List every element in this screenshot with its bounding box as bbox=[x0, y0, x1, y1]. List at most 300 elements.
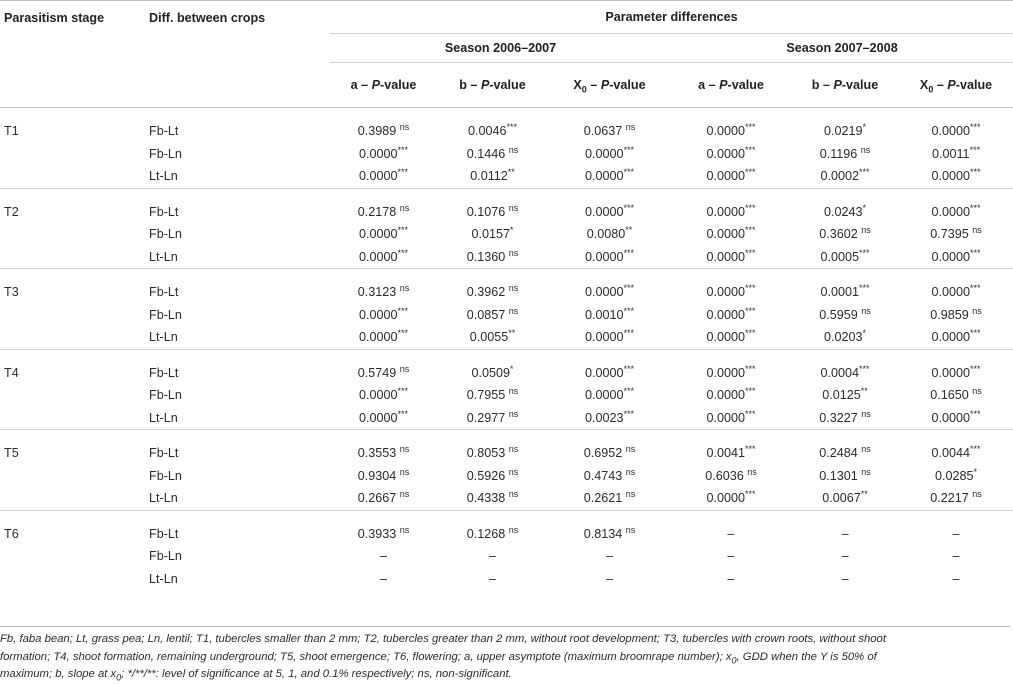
table-row bbox=[0, 165, 1013, 188]
significance-mark: *** bbox=[397, 408, 409, 419]
pvalue-cell bbox=[437, 143, 548, 166]
pvalue-cell bbox=[791, 143, 899, 166]
significance-mark: ns bbox=[508, 202, 519, 213]
significance-mark: *** bbox=[623, 328, 635, 339]
significance-mark: *** bbox=[745, 408, 756, 419]
pvalue-cell bbox=[671, 407, 791, 430]
pvalue-number: 0.0637 bbox=[583, 124, 623, 139]
pvalue-number: 0.0000 bbox=[584, 146, 624, 161]
pvalue-cell bbox=[899, 120, 1013, 143]
pvalue-number: 0.0000 bbox=[706, 410, 745, 425]
pvalue-number: – bbox=[952, 571, 960, 586]
diff-cell: Fb-Lt bbox=[149, 285, 179, 300]
significance-mark: *** bbox=[623, 386, 635, 397]
diff-cell: Fb-Lt bbox=[149, 526, 179, 541]
pvalue-number: 0.3962 bbox=[466, 285, 506, 300]
group-separator-cell bbox=[0, 430, 1013, 443]
pvalue-number: 0.0011 bbox=[931, 146, 970, 161]
significance-mark: *** bbox=[397, 305, 409, 316]
diff-cell: Fb-Ln bbox=[149, 146, 182, 161]
pvalue-number: – bbox=[841, 571, 849, 586]
significance-mark: ns bbox=[508, 466, 519, 477]
significance-mark: ns bbox=[972, 386, 982, 397]
significance-mark: ns bbox=[399, 524, 410, 535]
diff-cell: Lt-Ln bbox=[149, 249, 178, 264]
group-separator-cell bbox=[0, 349, 1013, 362]
significance-mark: ns bbox=[861, 466, 871, 477]
significance-mark: *** bbox=[859, 283, 870, 294]
pvalue-number: – bbox=[379, 571, 387, 586]
significance-mark: *** bbox=[970, 202, 981, 213]
pvalue-cell bbox=[791, 442, 899, 465]
stage-cell: T5 bbox=[4, 446, 19, 461]
pvalue-number: 0.0000 bbox=[358, 227, 398, 242]
group-separator-cell bbox=[0, 510, 1013, 523]
pvalue-cell bbox=[548, 362, 671, 385]
table-row bbox=[0, 545, 1013, 568]
stage-cell bbox=[0, 304, 145, 327]
pvalue-number: 0.0000 bbox=[706, 124, 745, 139]
pvalue-cell bbox=[791, 362, 899, 385]
pvalue-cell bbox=[330, 568, 437, 591]
significance-mark: ns bbox=[508, 489, 519, 500]
pvalue-cell bbox=[548, 568, 671, 591]
significance-mark: ns bbox=[508, 386, 519, 397]
footnote-line-3: maximum; b, slope at $x_0$; */**/**: level of significance at 5, 1, and 0.1% respectively; ns, non-significant. bbox=[0, 668, 512, 683]
pvalue-cell bbox=[791, 223, 899, 246]
significance-mark: *** bbox=[745, 247, 756, 258]
pvalue-number: 0.0112 bbox=[470, 169, 508, 184]
pvalue-cell bbox=[671, 304, 791, 327]
pvalue-cell bbox=[791, 465, 899, 488]
significance-mark: ns bbox=[508, 283, 519, 294]
pvalue-cell bbox=[437, 568, 548, 591]
pvalue-cell bbox=[899, 487, 1013, 510]
significance-mark: *** bbox=[623, 144, 635, 155]
header-parameter-differences: Parameter differences bbox=[330, 1, 1013, 34]
pvalue-cell bbox=[437, 281, 548, 304]
pvalue-number: 0.2484 bbox=[819, 446, 858, 461]
header-x0-pvalue-2: $X_0$ – P-value bbox=[919, 78, 993, 95]
pvalue-number: 0.0046 bbox=[467, 124, 507, 139]
pvalue-cell bbox=[899, 304, 1013, 327]
table-footnote bbox=[0, 626, 1010, 684]
pvalue-number: 0.3227 bbox=[819, 410, 858, 425]
significance-mark: ns bbox=[508, 408, 519, 419]
pvalue-cell bbox=[437, 304, 548, 327]
pvalue-number: 0.0000 bbox=[931, 330, 971, 345]
pvalue-cell bbox=[791, 326, 899, 349]
significance-mark: *** bbox=[745, 305, 756, 316]
significance-mark: *** bbox=[969, 144, 981, 155]
pvalue-number: 0.0000 bbox=[931, 285, 971, 300]
pvalue-number: 0.0000 bbox=[706, 249, 745, 264]
table-row bbox=[0, 326, 1013, 349]
pvalue-cell bbox=[330, 304, 437, 327]
pvalue-cell bbox=[437, 223, 548, 246]
header-b-pvalue-1: b – P-value bbox=[459, 78, 526, 92]
stage-cell bbox=[0, 246, 145, 269]
header-x0-pvalue-1: $X_0$ – P-value bbox=[573, 78, 646, 95]
pvalue-cell bbox=[330, 281, 437, 304]
pvalue-cell bbox=[330, 407, 437, 430]
pvalue-number: 0.0000 bbox=[706, 285, 745, 300]
pvalue-number: 0.0041 bbox=[706, 446, 745, 461]
pvalue-number: 0.1268 bbox=[466, 526, 506, 541]
pvalue-number: – bbox=[727, 571, 735, 586]
diff-cell: Fb-Ln bbox=[149, 388, 182, 403]
pvalue-number: 0.0285 bbox=[935, 468, 974, 483]
pvalue-cell bbox=[548, 281, 671, 304]
significance-mark: ns bbox=[861, 305, 871, 316]
pvalue-number: – bbox=[727, 549, 735, 564]
diff-cell: Fb-Ln bbox=[149, 549, 182, 564]
pvalue-number: 0.9304 bbox=[357, 468, 397, 483]
pvalue-number: – bbox=[488, 549, 496, 564]
pvalue-cell bbox=[791, 304, 899, 327]
pvalue-number: 0.0000 bbox=[358, 330, 398, 345]
diff-cell: Lt-Ln bbox=[149, 410, 178, 425]
pvalue-number: 0.1446 bbox=[466, 146, 506, 161]
group-separator bbox=[0, 349, 1013, 362]
significance-mark: ns bbox=[508, 444, 519, 455]
significance-mark: *** bbox=[623, 202, 635, 213]
pvalue-number: 0.0125 bbox=[822, 388, 861, 403]
diff-cell: Lt-Ln bbox=[149, 330, 178, 345]
pvalue-cell bbox=[548, 384, 671, 407]
significance-mark: ns bbox=[625, 122, 636, 133]
significance-mark: ns bbox=[399, 122, 410, 133]
significance-mark: *** bbox=[623, 167, 635, 178]
stage-cell bbox=[0, 223, 145, 246]
diff-cell: Fb-Lt bbox=[149, 124, 179, 139]
pvalue-number: 0.1301 bbox=[819, 468, 858, 483]
pvalue-number: 0.2217 bbox=[930, 491, 969, 506]
pvalue-cell bbox=[899, 384, 1013, 407]
pvalue-cell bbox=[330, 465, 437, 488]
significance-mark: ns bbox=[625, 444, 636, 455]
significance-mark: ns bbox=[508, 305, 519, 316]
pvalue-number: 0.1076 bbox=[466, 204, 506, 219]
pvalue-cell bbox=[899, 246, 1013, 269]
pvalue-cell bbox=[671, 487, 791, 510]
pvalue-cell bbox=[899, 465, 1013, 488]
pvalue-cell bbox=[791, 246, 899, 269]
pvalue-number: 0.0243 bbox=[823, 204, 863, 219]
significance-mark: *** bbox=[745, 225, 756, 236]
pvalue-number: 0.0000 bbox=[358, 307, 398, 322]
stage-cell: T6 bbox=[4, 526, 19, 541]
table-row bbox=[0, 304, 1013, 327]
pvalue-number: 0.7395 bbox=[930, 227, 969, 242]
pvalue-number: 0.0004 bbox=[820, 365, 859, 380]
pvalue-number: 0.3933 bbox=[357, 526, 397, 541]
pvalue-number: 0.4338 bbox=[466, 491, 506, 506]
header-diff-between-crops: Diff. between crops bbox=[149, 11, 266, 25]
pvalue-cell bbox=[330, 362, 437, 385]
stage-cell bbox=[0, 143, 145, 166]
table-row bbox=[0, 407, 1013, 430]
significance-mark: ns bbox=[861, 444, 871, 455]
pvalue-number: 0.0219 bbox=[823, 124, 863, 139]
significance-mark: *** bbox=[397, 247, 409, 258]
pvalue-number: 0.0000 bbox=[706, 227, 745, 242]
diff-cell: Lt-Ln bbox=[149, 169, 178, 184]
table-row bbox=[0, 568, 1013, 591]
significance-mark: ns bbox=[399, 444, 410, 455]
table-row bbox=[0, 201, 1013, 224]
footnote-line-1: Fb, faba bean; Lt, grass pea; Ln, lentil; T1, tubercles smaller than 2 mm; T2, tubercles greater than 2 mm, without root development; T3, tubercles with crown roots, without shoot bbox=[0, 633, 886, 645]
diff-cell: Fb-Lt bbox=[149, 365, 179, 380]
significance-mark: ns bbox=[508, 247, 519, 258]
pvalue-cell bbox=[671, 568, 791, 591]
pvalue-cell bbox=[899, 442, 1013, 465]
pvalue-number: – bbox=[841, 526, 849, 541]
pvalue-cell bbox=[330, 246, 437, 269]
table-row bbox=[0, 246, 1013, 269]
pvalue-cell bbox=[437, 442, 548, 465]
pvalue-number: 0.0000 bbox=[358, 249, 398, 264]
significance-mark: *** bbox=[745, 283, 756, 294]
pvalue-cell bbox=[791, 201, 899, 224]
pvalue-number: 0.0000 bbox=[706, 388, 745, 403]
diff-cell: Fb-Lt bbox=[149, 446, 179, 461]
diff-cell: Lt-Ln bbox=[149, 491, 178, 506]
table-row bbox=[0, 223, 1013, 246]
pvalue-cell bbox=[330, 326, 437, 349]
significance-mark: *** bbox=[859, 247, 870, 258]
stage-cell bbox=[0, 165, 145, 188]
pvalue-cell bbox=[671, 223, 791, 246]
significance-mark: *** bbox=[859, 363, 870, 374]
pvalue-number: 0.2667 bbox=[357, 491, 397, 506]
pvalue-number: 0.1360 bbox=[466, 249, 506, 264]
pvalue-number: – bbox=[605, 549, 613, 564]
pvalue-cell bbox=[437, 326, 548, 349]
significance-mark: * bbox=[973, 466, 978, 477]
pvalue-cell bbox=[548, 487, 671, 510]
pvalue-number: 0.0001 bbox=[820, 285, 859, 300]
pvalue-cell bbox=[671, 384, 791, 407]
pvalue-cell bbox=[330, 523, 437, 546]
pvalue-number: 0.0857 bbox=[466, 307, 506, 322]
pvalue-number: 0.0000 bbox=[706, 169, 745, 184]
group-separator bbox=[0, 510, 1013, 523]
pvalue-cell bbox=[548, 201, 671, 224]
significance-mark: ns bbox=[972, 489, 982, 500]
pvalue-cell bbox=[671, 165, 791, 188]
pvalue-cell bbox=[548, 465, 671, 488]
pvalue-cell bbox=[671, 545, 791, 568]
pvalue-cell bbox=[330, 120, 437, 143]
significance-mark: *** bbox=[397, 167, 409, 178]
pvalue-number: 0.0000 bbox=[358, 410, 398, 425]
pvalue-number: 0.0000 bbox=[584, 388, 624, 403]
table-row bbox=[0, 362, 1013, 385]
pvalue-cell bbox=[437, 407, 548, 430]
stage-cell bbox=[0, 465, 145, 488]
pvalue-number: 0.0000 bbox=[931, 169, 971, 184]
pvalue-number: 0.6036 bbox=[705, 468, 744, 483]
pvalue-cell bbox=[548, 545, 671, 568]
significance-mark: ns bbox=[508, 524, 519, 535]
pvalue-number: 0.0005 bbox=[820, 249, 859, 264]
diff-cell: Fb-Ln bbox=[149, 468, 182, 483]
pvalue-number: 0.0157 bbox=[471, 227, 510, 242]
pvalue-number: – bbox=[952, 526, 960, 541]
pvalue-number: 0.5959 bbox=[819, 307, 858, 322]
table-row bbox=[0, 281, 1013, 304]
pvalue-number: 0.0000 bbox=[931, 365, 971, 380]
table-row bbox=[0, 384, 1013, 407]
significance-mark: * bbox=[862, 202, 867, 213]
significance-mark: *** bbox=[970, 363, 981, 374]
significance-mark: *** bbox=[623, 305, 635, 316]
table-row bbox=[0, 120, 1013, 143]
stage-cell: T3 bbox=[4, 285, 19, 300]
pvalue-number: 0.1650 bbox=[930, 388, 969, 403]
significance-mark: * bbox=[862, 328, 867, 339]
pvalue-number: 0.0203 bbox=[823, 330, 863, 345]
pvalue-cell bbox=[437, 465, 548, 488]
pvalue-cell bbox=[791, 281, 899, 304]
pvalue-cell bbox=[437, 246, 548, 269]
header-parasitism-stage: Parasitism stage bbox=[4, 11, 105, 25]
pvalue-number: – bbox=[841, 549, 849, 564]
stage-cell bbox=[0, 407, 145, 430]
significance-mark: *** bbox=[745, 144, 756, 155]
group-separator-cell bbox=[0, 108, 1013, 121]
pvalue-number: 0.0000 bbox=[358, 146, 398, 161]
significance-mark: ns bbox=[399, 466, 410, 477]
pvalue-cell bbox=[548, 120, 671, 143]
pvalue-cell bbox=[437, 487, 548, 510]
pvalue-number: 0.5749 bbox=[357, 365, 397, 380]
stage-cell: T4 bbox=[4, 365, 19, 380]
group-separator bbox=[0, 108, 1013, 121]
pvalue-cell bbox=[437, 545, 548, 568]
pvalue-number: 0.2621 bbox=[583, 491, 623, 506]
pvalue-number: 0.0010 bbox=[584, 307, 624, 322]
pvalue-number: 0.0000 bbox=[706, 365, 745, 380]
pvalue-cell bbox=[330, 201, 437, 224]
pvalue-number: 0.0000 bbox=[706, 307, 745, 322]
pvalue-cell bbox=[671, 143, 791, 166]
group-separator bbox=[0, 188, 1013, 201]
significance-mark: ** bbox=[625, 225, 633, 236]
table-body bbox=[0, 108, 1013, 591]
significance-mark: *** bbox=[397, 144, 409, 155]
significance-mark: *** bbox=[745, 122, 756, 133]
pvalue-number: 0.0000 bbox=[358, 388, 398, 403]
pvalue-cell bbox=[437, 120, 548, 143]
pvalue-cell bbox=[671, 362, 791, 385]
pvalue-number: 0.9859 bbox=[930, 307, 969, 322]
pvalue-number: 0.0000 bbox=[931, 410, 971, 425]
table-row bbox=[0, 465, 1013, 488]
stage-cell bbox=[0, 326, 145, 349]
significance-mark: ** bbox=[860, 386, 868, 397]
significance-mark: * bbox=[510, 225, 514, 236]
pvalue-cell bbox=[548, 223, 671, 246]
header-b-pvalue-2: b – P-value bbox=[811, 78, 879, 92]
pvalue-cell bbox=[548, 304, 671, 327]
pvalue-number: 0.3602 bbox=[819, 227, 858, 242]
significance-mark: ns bbox=[399, 202, 410, 213]
pvalue-cell bbox=[791, 545, 899, 568]
pvalue-cell bbox=[899, 545, 1013, 568]
pvalue-cell bbox=[437, 165, 548, 188]
pvalue-number: 0.0023 bbox=[584, 410, 624, 425]
significance-mark: ns bbox=[747, 466, 757, 477]
pvalue-cell bbox=[671, 326, 791, 349]
pvalue-number: 0.0000 bbox=[931, 204, 971, 219]
significance-mark: *** bbox=[970, 247, 981, 258]
pvalue-cell bbox=[791, 120, 899, 143]
significance-mark: *** bbox=[623, 363, 635, 374]
significance-mark: *** bbox=[623, 283, 635, 294]
pvalue-number: 0.0080 bbox=[586, 227, 626, 242]
pvalue-cell bbox=[791, 523, 899, 546]
pvalue-cell bbox=[671, 465, 791, 488]
significance-mark: *** bbox=[970, 408, 981, 419]
significance-mark: *** bbox=[745, 444, 756, 455]
pvalue-cell bbox=[548, 246, 671, 269]
pvalue-cell bbox=[437, 523, 548, 546]
pvalue-cell bbox=[330, 545, 437, 568]
pvalue-number: 0.4743 bbox=[583, 468, 623, 483]
significance-mark: ns bbox=[399, 283, 410, 294]
significance-mark: *** bbox=[970, 167, 981, 178]
stage-cell bbox=[0, 545, 145, 568]
pvalue-cell bbox=[899, 223, 1013, 246]
pvalue-number: 0.3123 bbox=[357, 285, 397, 300]
pvalue-number: 0.3553 bbox=[357, 446, 397, 461]
pvalue-cell bbox=[671, 442, 791, 465]
significance-mark: *** bbox=[397, 386, 409, 397]
pvalue-cell bbox=[548, 165, 671, 188]
pvalue-number: 0.3989 bbox=[357, 124, 397, 139]
significance-mark: ns bbox=[860, 144, 871, 155]
pvalue-number: 0.0000 bbox=[706, 204, 745, 219]
pvalue-cell bbox=[330, 442, 437, 465]
pvalue-number: 0.0000 bbox=[706, 330, 745, 345]
pvalue-number: 0.0000 bbox=[584, 365, 624, 380]
pvalue-cell bbox=[791, 407, 899, 430]
pvalue-number: 0.0000 bbox=[931, 249, 971, 264]
stage-cell bbox=[0, 487, 145, 510]
stage-cell: T1 bbox=[4, 124, 19, 139]
significance-mark: ns bbox=[508, 144, 519, 155]
pvalue-cell bbox=[548, 407, 671, 430]
pvalue-cell bbox=[791, 165, 899, 188]
pvalue-number: 0.7955 bbox=[466, 388, 506, 403]
pvalue-number: 0.6952 bbox=[583, 446, 623, 461]
pvalue-number: 0.0067 bbox=[822, 491, 861, 506]
group-separator-cell bbox=[0, 188, 1013, 201]
significance-mark: *** bbox=[745, 202, 756, 213]
footnote-line-2: formation; T4, shoot formation, remaining underground; T5, shoot emergence; T6, flowering; a, upper asymptote (maximum broomrape number); $x_0$, GDD when the Y is 50% of bbox=[0, 650, 877, 665]
pvalue-cell bbox=[330, 487, 437, 510]
pvalue-number: 0.0000 bbox=[358, 169, 398, 184]
significance-mark: * bbox=[862, 122, 867, 133]
pvalue-number: – bbox=[727, 526, 735, 541]
pvalue-number: 0.1196 bbox=[819, 146, 858, 161]
pvalue-cell bbox=[330, 384, 437, 407]
pvalue-number: 0.0000 bbox=[584, 204, 624, 219]
group-separator bbox=[0, 269, 1013, 282]
header-season-2006-2007: Season 2006–2007 bbox=[330, 34, 671, 63]
